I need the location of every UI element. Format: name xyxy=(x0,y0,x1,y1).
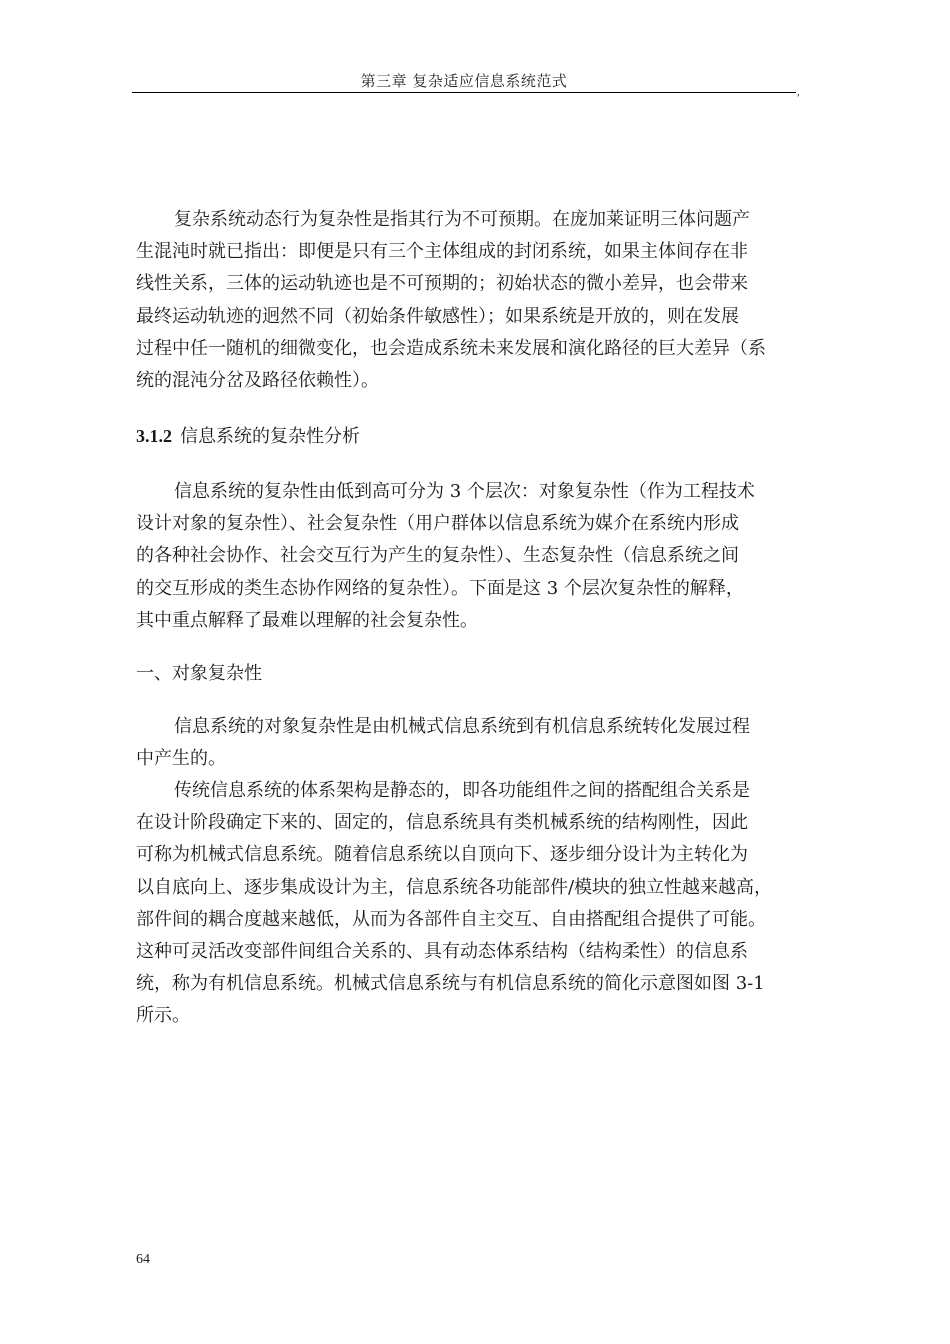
text-line: 的交互形成的类生态协作网络的复杂性）。下面是这 3 个层次复杂性的解释， xyxy=(136,577,744,599)
text-line: 传统信息系统的体系架构是静态的，即各功能组件之间的搭配组合关系是 xyxy=(174,780,750,801)
text-line: 过程中任一随机的细微变化，也会造成系统未来发展和演化路径的巨大差异（系 xyxy=(136,337,766,359)
paragraph-traditional-systems xyxy=(136,775,802,1033)
text-line: 信息系统的对象复杂性是由机械式信息系统到有机信息系统转化发展过程 xyxy=(174,716,750,737)
running-header xyxy=(132,66,800,98)
text-line: 在设计阶段确定下来的、固定的，信息系统具有类机械系统的结构刚性，因此 xyxy=(136,812,748,834)
paragraph-dynamic-complexity xyxy=(136,204,802,397)
text-line: 生混沌时就已指出：即便是只有三个主体组成的封闭系统，如果主体间存在非 xyxy=(136,241,748,263)
section-title: 信息系统的复杂性分析 xyxy=(180,426,360,447)
text-line: 可称为机械式信息系统。随着信息系统以自顶向下、逐步细分设计为主转化为 xyxy=(136,844,748,866)
section-number: 3.1.2 xyxy=(136,426,172,446)
text-line: 中产生的。 xyxy=(136,748,226,770)
section-heading xyxy=(136,424,360,449)
text-line: 以自底向上、逐步集成设计为主，信息系统各功能部件/模块的独立性越来越高， xyxy=(136,876,773,898)
paragraph-complexity-levels xyxy=(136,476,802,637)
paragraph-object-complexity xyxy=(136,711,802,775)
text-line: 统的混沌分岔及路径依赖性）。 xyxy=(136,369,379,391)
text-line: 的各种社会协作、社会交互行为产生的复杂性）、生态复杂性（信息系统之间 xyxy=(136,545,739,567)
text-line: 所示。 xyxy=(136,1005,190,1027)
text-line: 部件间的耦合度越来越低，从而为各部件自主交互、自由搭配组合提供了可能。 xyxy=(136,908,766,930)
text-line: 其中重点解释了最难以理解的社会复杂性。 xyxy=(136,609,478,631)
subsection-heading: 一、对象复杂性 xyxy=(136,663,262,684)
chapter-title: 第三章 复杂适应信息系统范式 xyxy=(360,72,568,90)
text-line: 复杂系统动态行为复杂性是指其行为不可预期。在庞加莱证明三体问题产 xyxy=(174,209,750,230)
page-number: 64 xyxy=(136,1252,150,1267)
text-line: 设计对象的复杂性）、社会复杂性（用户群体以信息系统为媒介在系统内形成 xyxy=(136,513,739,535)
text-line: 最终运动轨迹的迥然不同（初始条件敏感性）；如果系统是开放的，则在发展 xyxy=(136,305,739,327)
text-line: 信息系统的复杂性由低到高可分为 3 个层次：对象复杂性（作为工程技术 xyxy=(174,481,755,502)
text-line: 统，称为有机信息系统。机械式信息系统与有机信息系统的简化示意图如图 3-1 xyxy=(136,973,765,995)
text-line: 这种可灵活改变部件间组合关系的、具有动态体系结构（结构柔性）的信息系 xyxy=(136,940,748,962)
header-mark: , xyxy=(796,87,800,98)
text-line: 线性关系，三体的运动轨迹也是不可预期的；初始状态的微小差异，也会带来 xyxy=(136,273,748,295)
